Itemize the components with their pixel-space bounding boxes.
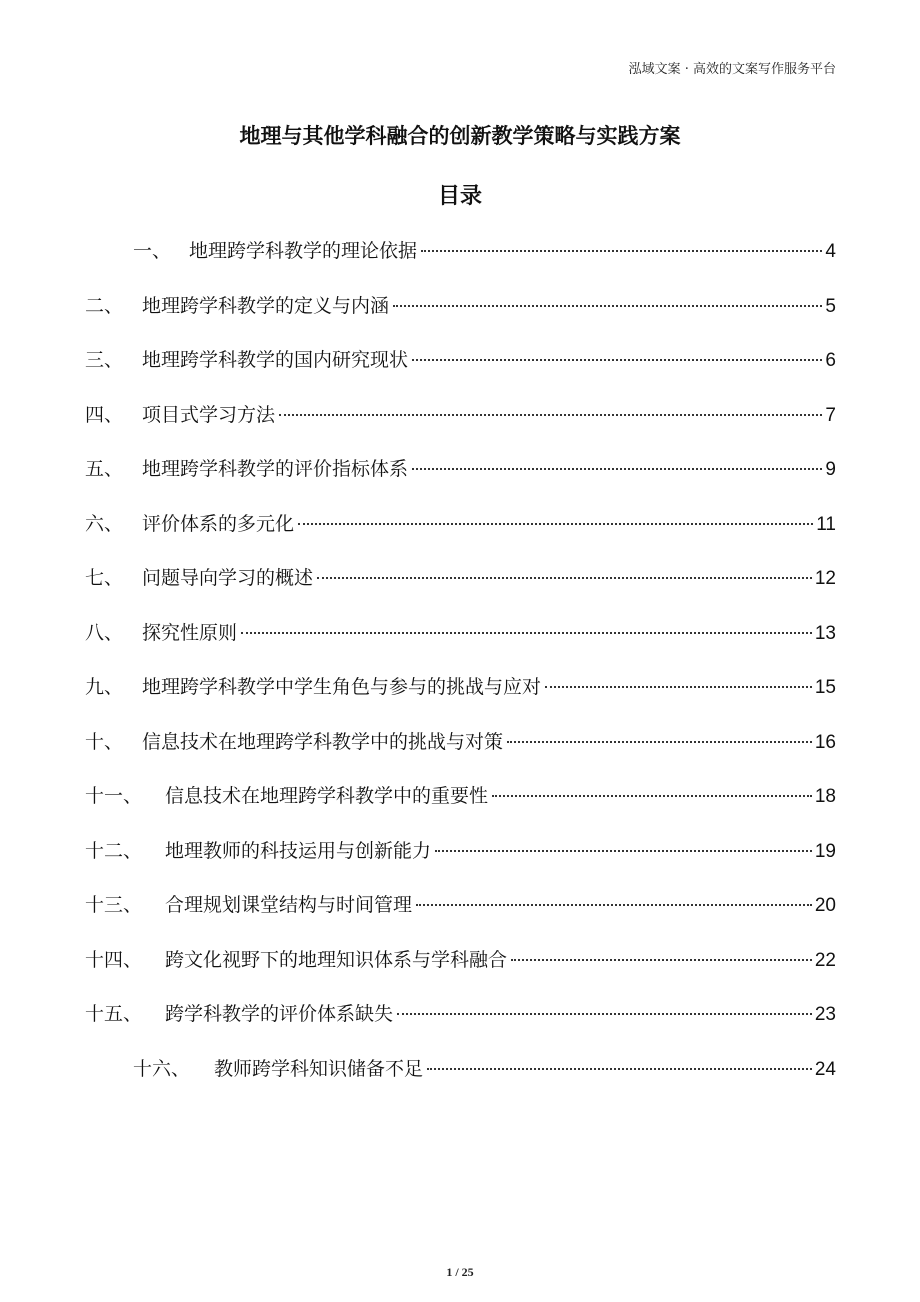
toc-entry-label: 跨学科教学的评价体系缺失 [165,1003,394,1025]
toc-entry[interactable] [133,1054,836,1084]
toc-dot-leader [412,468,822,470]
toc-entry-number: 一、 [133,240,172,262]
toc-entry-page: 5 [825,296,836,317]
toc-entry[interactable] [85,454,836,484]
toc-entry[interactable] [85,781,836,811]
toc-entry-number: 二、 [85,295,124,317]
toc-dot-leader [298,523,813,525]
toc-entry-page: 20 [814,895,836,916]
toc-entry-page: 23 [814,1004,836,1025]
toc-entry-label: 信息技术在地理跨学科教学中的重要性 [165,785,489,807]
toc-entry-page: 18 [814,786,836,807]
toc-dot-leader [317,577,812,579]
toc-entry[interactable] [85,345,836,375]
toc-dot-leader [492,795,812,797]
toc-entry-label: 跨文化视野下的地理知识体系与学科融合 [165,949,508,971]
toc-entry[interactable] [85,890,836,920]
toc-entry-page: 24 [814,1059,836,1080]
toc-dot-leader [435,850,812,852]
toc-entry-number: 三、 [85,349,124,371]
toc-dot-leader [507,741,812,743]
toc-entry[interactable] [85,672,836,702]
toc-entry-number: 十六、 [133,1058,191,1080]
toc-dot-leader [416,904,812,906]
header-brand-text: 泓域文案 · 高效的文案写作服务平台 [628,62,836,77]
toc-dot-leader [393,305,822,307]
page-indicator: 1 / 25 [446,1265,474,1279]
toc-entry[interactable] [85,291,836,321]
toc-entry-number: 六、 [85,513,124,535]
toc-entry-label: 地理教师的科技运用与创新能力 [165,840,432,862]
toc-entry-number: 十二、 [85,840,143,862]
toc-entry-number: 九、 [85,676,124,698]
document-title: 地理与其他学科融合的创新教学策略与实践方案 [239,124,681,148]
toc-entry[interactable] [85,945,836,975]
toc-entry-number: 十五、 [85,1003,143,1025]
toc-entry[interactable] [85,999,836,1029]
toc-entry-label: 项目式学习方法 [142,404,276,426]
toc-entry-label: 地理跨学科教学的评价指标体系 [142,458,409,480]
toc-entry-page: 15 [814,677,836,698]
toc-entry-page: 16 [814,732,836,753]
toc-entry-label: 合理规划课堂结构与时间管理 [165,894,413,916]
toc-dot-leader [397,1013,812,1015]
toc-entry-page: 9 [825,459,836,480]
toc-entry-label: 信息技术在地理跨学科教学中的挑战与对策 [142,731,504,753]
toc-dot-leader [421,250,822,252]
toc-entry-page: 13 [814,623,836,644]
toc-entry-label: 地理跨学科教学的理论依据 [189,240,418,262]
toc-entry[interactable] [85,400,836,430]
toc-entry[interactable] [85,727,836,757]
toc-dot-leader [427,1068,812,1070]
toc-entry-number: 十一、 [85,785,143,807]
toc-entry-label: 评价体系的多元化 [142,513,295,535]
toc-entry-page: 6 [825,350,836,371]
toc-entry-number: 四、 [85,404,124,426]
toc-entry-page: 12 [814,568,836,589]
toc-entry-page: 19 [814,841,836,862]
toc-entry-number: 十三、 [85,894,143,916]
toc-entry-label: 地理跨学科教学的定义与内涵 [142,295,390,317]
toc-heading: 目录 [437,184,482,209]
toc-entry-label: 教师跨学科知识储备不足 [214,1058,424,1080]
toc-entry-label: 问题导向学习的概述 [142,567,314,589]
toc-dot-leader [412,359,822,361]
toc-entry[interactable] [85,563,836,593]
toc-entry[interactable] [85,509,836,539]
toc-dot-leader [241,632,812,634]
toc-entry-label: 地理跨学科教学中学生角色与参与的挑战与应对 [142,676,542,698]
toc-dot-leader [511,959,812,961]
toc-entry-page: 11 [816,514,836,535]
toc-entry-number: 十四、 [85,949,143,971]
toc-entry[interactable] [133,236,836,266]
toc-entry[interactable] [85,836,836,866]
toc-entry-number: 七、 [85,567,124,589]
toc-entry-number: 八、 [85,622,124,644]
toc-dot-leader [279,414,822,416]
toc-entry[interactable] [85,618,836,648]
toc-entry-label: 地理跨学科教学的国内研究现状 [142,349,409,371]
toc-entry-page: 4 [825,241,836,262]
toc-entry-page: 22 [814,950,836,971]
toc-entry-label: 探究性原则 [142,622,238,644]
toc-entry-number: 五、 [85,458,124,480]
toc-dot-leader [545,686,812,688]
toc-entry-number: 十、 [85,731,124,753]
toc-entry-page: 7 [825,405,836,426]
